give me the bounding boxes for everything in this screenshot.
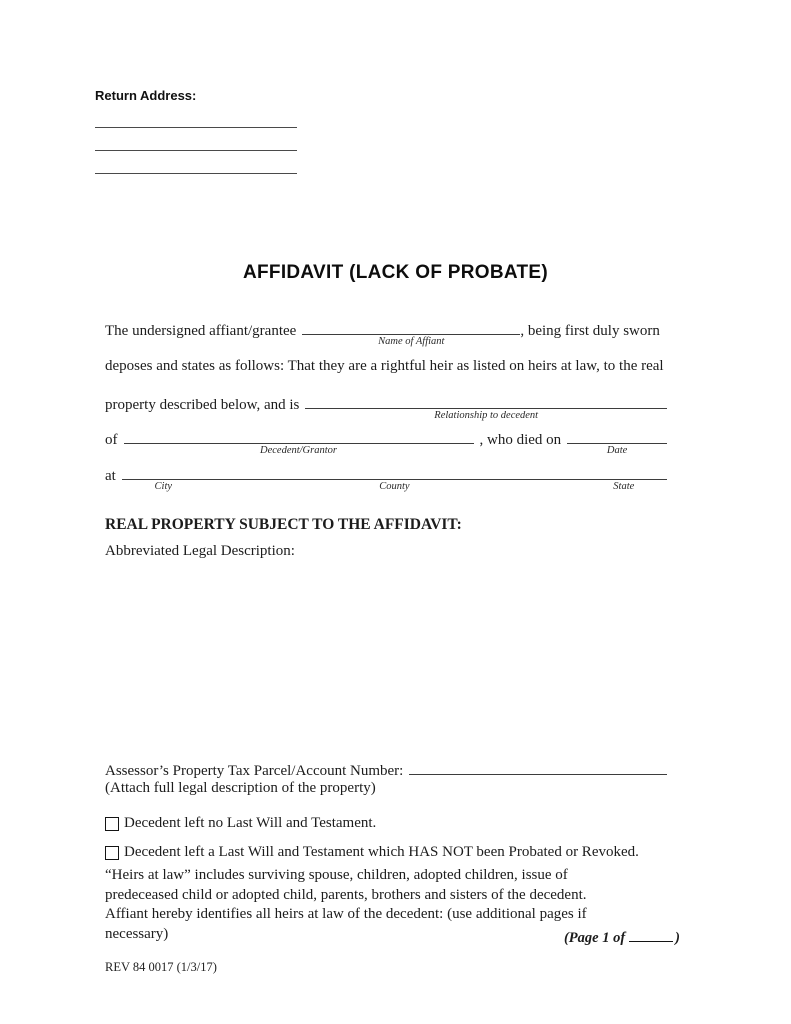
total-pages-blank[interactable] xyxy=(629,928,673,942)
attach-description-note: (Attach full legal description of the property) xyxy=(105,780,376,796)
no-will-checkbox-row xyxy=(105,815,376,832)
page-title: AFFIDAVIT (LACK OF PROBATE) xyxy=(242,262,549,283)
relationship-label: Relationship to decedent xyxy=(434,410,539,422)
will-not-probated-checkbox[interactable] xyxy=(105,846,119,860)
page-note-suffix: ) xyxy=(675,930,680,947)
place-of-death-blank[interactable] xyxy=(122,465,667,493)
decedent-grantor-blank[interactable] xyxy=(124,429,474,457)
decedent-line xyxy=(105,429,667,457)
name-of-affiant-label: Name of Affiant xyxy=(378,336,445,348)
return-address-label: Return Address: xyxy=(95,88,197,103)
parcel-number-line xyxy=(105,760,667,780)
place-of-death-line xyxy=(105,465,667,493)
place-line-prefix: at xyxy=(105,468,116,485)
decedent-grantor-label: Decedent/Grantor xyxy=(260,445,337,457)
page-number-note xyxy=(564,928,680,947)
abbreviated-legal-description-label: Abbreviated Legal Description: xyxy=(105,543,295,559)
legal-description-area[interactable] xyxy=(105,565,665,750)
affiant-line xyxy=(105,320,667,348)
name-of-affiant-blank[interactable] xyxy=(302,320,520,348)
relationship-blank[interactable] xyxy=(305,394,667,422)
city-label: City xyxy=(154,481,173,493)
parcel-number-label: Assessor’s Property Tax Parcel/Account Number: xyxy=(105,763,404,780)
no-will-checkbox-label: Decedent left no Last Will and Testament. xyxy=(124,815,377,831)
affiant-line-prefix: The undersigned affiant/grantee xyxy=(105,323,297,340)
will-not-probated-checkbox-label: Decedent left a Last Will and Testament which HAS NOT been Probated or Revoked. xyxy=(124,844,639,860)
date-label: Date xyxy=(606,445,628,457)
parcel-number-blank[interactable] xyxy=(409,760,667,775)
relationship-line xyxy=(105,394,667,422)
page-note-prefix: (Page 1 of xyxy=(563,930,626,947)
deposes-line: deposes and states as follows: That they are a rightful heir as listed on heirs at law, to the real xyxy=(105,358,664,374)
real-property-heading: REAL PROPERTY SUBJECT TO THE AFFIDAVIT: xyxy=(105,516,462,533)
heirs-at-law-paragraph: “Heirs at law” includes surviving spouse, children, adopted children, issue of predeceased child or adopted child, parents, brothers and sisters of the decedent. Affiant hereby identifies all heirs at law of the decedent: (use additional pages if necessary) xyxy=(105,867,587,942)
date-of-death-blank[interactable] xyxy=(567,429,667,457)
return-address-blank-line-3[interactable] xyxy=(95,173,297,174)
form-revision-footer: REV 84 0017 (1/3/17) xyxy=(105,960,217,974)
return-address-blank-line-1[interactable] xyxy=(95,127,297,128)
who-died-on-text: , who died on xyxy=(479,432,562,449)
no-will-checkbox[interactable] xyxy=(105,817,119,831)
county-label: County xyxy=(379,481,410,493)
decedent-line-prefix: of xyxy=(105,432,118,449)
state-label: State xyxy=(613,481,635,493)
affiant-line-suffix: , being first duly sworn xyxy=(520,323,660,340)
relationship-line-prefix: property described below, and is xyxy=(105,397,300,414)
return-address-blank-line-2[interactable] xyxy=(95,150,297,151)
will-not-probated-checkbox-row xyxy=(105,844,639,861)
